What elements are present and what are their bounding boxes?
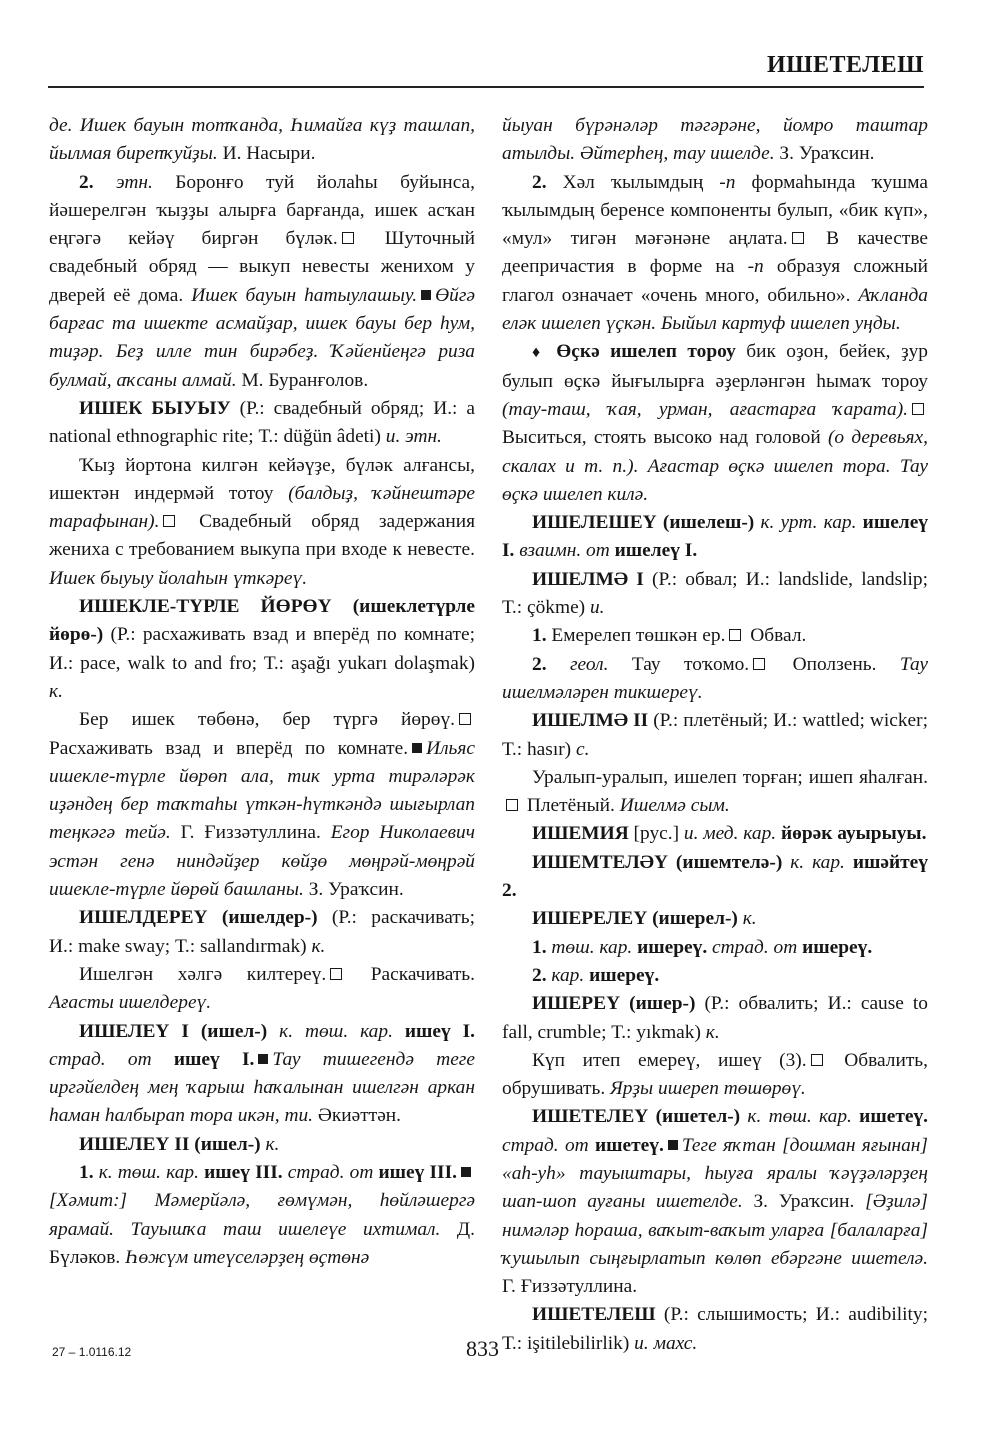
bold-text: ишәйтеү 2. <box>502 851 928 902</box>
italic-text: к. <box>306 935 326 957</box>
entry-paragraph <box>502 962 928 990</box>
italic-text: к. төш. кар. <box>740 1106 852 1128</box>
left-column <box>49 112 475 1272</box>
bold-text: (ишелдер-) <box>207 907 318 929</box>
plain-text: Расхаживать взад и вперёд по комнате. <box>49 737 409 759</box>
plain-text: Г. Ғиззәтуллина. <box>502 1276 638 1298</box>
entry-paragraph <box>49 1159 475 1272</box>
dictionary-entry <box>49 395 475 452</box>
italic-text: к. <box>49 680 63 702</box>
bold-text: йөрәк ауырыуы. <box>776 823 927 845</box>
entry-paragraph <box>502 338 928 509</box>
plain-text: (Р.: раскачивать; И.: make sway; Т.: sallandırmak) <box>49 907 476 957</box>
plain-text: Әкиәттән. <box>313 1105 402 1127</box>
bold-text: (ишел-) <box>188 1020 268 1042</box>
headword: ИШЕЛДЕРЕҮ <box>79 907 208 929</box>
headword: ИШЕЛЕҮ II <box>79 1133 190 1155</box>
italic-text: Егор Николаевич эстән генә ниндәйҙер көйҙө мөңрәй-мөңрәй ишекле-түрле йөрөй башланы. <box>49 822 475 901</box>
bold-text: (ишеклетүрле йөрө-) <box>49 596 475 646</box>
italic-text: Ишелмә сым. <box>614 795 730 817</box>
italic-text: геол. <box>546 653 609 675</box>
italic-text: кар. <box>546 964 585 986</box>
plain-text: (Р.: обвалить; И.: cause to fall, crumble; Т.: yıkmak) <box>502 993 929 1043</box>
italic-text: и. <box>585 597 605 619</box>
italic-text: Ильяс ишекле-түрле йөрөп ала, тик урта тирәләрәк иҙәндең бер таҡтаһы үткән-һүткәндә шығырлап теңкәгә тейә. <box>49 737 475 844</box>
dictionary-entry <box>502 990 928 1047</box>
italic-text: Аҡланда еләк ишелеп үҫкән. Быйыл картуф ишелеп уңды. <box>502 284 929 335</box>
white-square-marker <box>330 968 342 980</box>
black-square-marker <box>668 1140 678 1150</box>
italic-text: (тау-таш, ҡая, урман, ағастарға ҡарата). <box>502 398 908 420</box>
running-head-word: ИШЕТЕЛЕШ <box>767 52 924 78</box>
plain-text: Емерелеп төшкән ер. <box>546 625 726 647</box>
italic-text: Ишек бауын һатыулашыу. <box>183 284 418 306</box>
italic-text: к. төш. кар. <box>267 1020 393 1042</box>
plain-text: (Р.: слышимость; И.: audibility; Т.: işitilebilirlik) <box>502 1304 928 1354</box>
bold-text: (ишетел-) <box>648 1106 741 1128</box>
dictionary-entry <box>502 707 928 764</box>
plain-text: З. Ураҡсин. <box>742 1191 855 1213</box>
bold-text: ишеү III. <box>198 1161 283 1183</box>
bold-text: 1. <box>79 1161 94 1183</box>
plain-text: М. Буранғолов. <box>236 369 369 391</box>
italic-text: Һөжүм итеүселәрҙең өҫтөнә <box>120 1246 370 1268</box>
bold-text: ишеү III. <box>373 1161 457 1183</box>
italic-text: к. <box>260 1133 280 1155</box>
black-square-marker <box>258 1054 268 1064</box>
plain-text: З. Ураҡсин. <box>303 879 404 901</box>
plain-text: Плетёный. <box>522 795 615 817</box>
bold-text: (ишел-) <box>189 1133 261 1155</box>
black-square-marker <box>461 1167 471 1177</box>
italic-text: төш. кар. <box>546 936 633 958</box>
entry-paragraph <box>49 452 475 593</box>
bold-text: 1. <box>532 936 547 958</box>
italic-text: этн. <box>93 171 153 193</box>
bold-text: ишеү I. <box>392 1020 475 1042</box>
white-square-marker <box>753 658 765 670</box>
italic-text: Тау тишегендә теге иргәйелдең мең ҡарыш һаҡалынан ишелгән аркан һаман һалбырап тора икән, ти. <box>49 1048 475 1127</box>
dictionary-entry <box>49 904 475 961</box>
entry-paragraph <box>49 112 475 169</box>
italic-text: (балдыҙ, ҡәйнештәре тарафынан). <box>49 482 475 533</box>
headword: ИШЕМИЯ <box>532 823 629 845</box>
italic-text: Ярҙы ишереп төшөрөү. <box>605 1078 806 1100</box>
italic-text: Өйгә барғас та ишекте асмайҙар, ишек бауы бер һум, тиҙәр. Беҙ илле тин бирәбеҙ. Ҡәйенйеңгә риза булмай, аҡсаны алмай. <box>49 284 475 391</box>
entry-paragraph <box>502 934 928 962</box>
italic-text: Ағасты ишелдереү. <box>49 992 212 1014</box>
black-square-marker <box>412 743 422 753</box>
dictionary-entry <box>49 593 475 706</box>
bold-text: Өҫкә ишелеп тороу <box>545 341 736 363</box>
entry-paragraph <box>502 112 928 169</box>
dictionary-entry <box>502 509 928 566</box>
italic-text: к. кар. <box>782 851 845 873</box>
entry-paragraph <box>49 961 475 1018</box>
bold-text: 1. <box>532 625 547 647</box>
plain-text: В качестве деепричастия в форме на <box>502 228 928 278</box>
page-number: 833 <box>466 1336 499 1361</box>
headword: ИШЕК БЫУЫУ <box>79 397 231 419</box>
headword: ИШЕЛМӘ I <box>532 568 644 590</box>
bold-text: ишереү. <box>584 964 660 986</box>
plain-text: Обвал. <box>745 625 807 647</box>
italic-text: к. төш. кар. <box>93 1161 199 1183</box>
entry-paragraph <box>502 169 928 339</box>
running-header <box>48 42 924 88</box>
white-square-marker <box>811 1054 823 1066</box>
italic-text: к. <box>700 1021 720 1043</box>
italic-text: страд. от <box>707 936 798 958</box>
italic-text: де. Ишек бауын тотҡанда, Һимайға күҙ ташлап, йылмая бирепҡуйҙы. <box>49 115 475 165</box>
dictionary-entry <box>502 566 928 623</box>
entry-paragraph <box>502 1047 928 1104</box>
entry-paragraph <box>49 706 475 904</box>
italic-text: йыуан бүрәнәләр тәгәрәне, йомро таштар атылды. Әйтерһең, тау ишелде. <box>502 115 928 165</box>
italic-text: -п <box>734 256 764 278</box>
italic-text: Теге яҡтан [дошман яғынан] «аһ-уһ» тауыштары, һыуға яралы ҡәүҙәләрҙең шап-шоп ауғаны ишетелде. <box>502 1134 928 1213</box>
bold-text: 2. <box>532 171 547 193</box>
italic-text: и. мед. кар. <box>679 823 777 845</box>
bold-text: ишетеү. <box>588 1134 664 1156</box>
white-square-marker <box>912 403 924 415</box>
bold-text: ишеү I. <box>151 1048 255 1070</box>
italic-text: (о деревьях, скалах и т. п.). Ағастар өҫкә ишелеп тора. Тау өҫкә ишелеп килә. <box>502 427 928 505</box>
bold-text: ишереү. <box>632 936 708 958</box>
italic-text: [Хәмит:] Мәмерйәлә, ғөмүмән, һөйләшергә ярамай. Тауышҡа таш ишелеүе ихтимал. <box>49 1190 475 1240</box>
black-square-marker <box>421 290 431 300</box>
entry-paragraph <box>502 622 928 650</box>
white-square-marker <box>729 629 741 641</box>
plain-text: (Р.: свадебный обряд; И.: a national ethnographic rite; Т.: düğün âdeti) <box>49 397 475 448</box>
plain-text: (Р.: расхаживать взад и вперёд по комнате; И.: pace, walk to and fro; Т.: aşağı yukarı dolaşmak) <box>49 624 475 674</box>
bold-text: (ишелеш-) <box>656 512 755 534</box>
plain-text: образуя сложный глагол означает «очень много, обильно». <box>502 256 928 306</box>
bold-text: ишелеү I. <box>609 540 698 562</box>
italic-text: страд. от <box>49 1048 152 1070</box>
plain-text: Г. Ғиззәтуллина. <box>170 822 321 844</box>
plain-text: Д. Бүләков. <box>49 1218 475 1268</box>
entry-paragraph <box>49 169 475 395</box>
entry-paragraph <box>502 764 928 821</box>
white-square-marker <box>506 799 518 811</box>
dictionary-entry <box>49 1018 475 1131</box>
headword: ИШЕКЛЕ-ТҮРЛЕ ЙӨРӨҮ <box>79 596 332 618</box>
headword: ИШЕТЕЛЕШ <box>532 1304 656 1326</box>
italic-text: с. <box>571 738 590 760</box>
plain-text: Выситься, стоять высоко над головой <box>502 427 821 449</box>
italic-text: [Әҙилә] нимәләр һораша, ваҡыт-ваҡыт уларға [балаларға] ҡушылып сыңғырлатып көлөп ебәргәне ишетелә. <box>502 1191 928 1269</box>
headword: ИШЕРЕЛЕҮ <box>532 908 648 930</box>
dictionary-entry <box>502 1103 928 1301</box>
plain-text: Боронғо туй йолаһы буйынса, йәшерелгән ҡыҙҙы алырға барғанда, ишек асҡан еңгәгә кейәү биргән бүләк. <box>49 171 475 250</box>
plain-text: Обвалить, обрушивать. <box>502 1049 928 1100</box>
italic-text: Ишек быуыу йолаһын үткәреү. <box>49 567 308 589</box>
entry-paragraph <box>502 651 928 708</box>
diamond-marker: ♦ <box>532 344 546 362</box>
dictionary-entry <box>502 849 928 906</box>
plain-text: Свадебный обряд задержания жениха с требованием выкупа при входе к невесте. <box>49 511 475 561</box>
italic-text: -п <box>703 171 736 193</box>
white-square-marker <box>163 515 175 527</box>
right-column <box>502 112 928 1358</box>
plain-text: И. Насыри. <box>217 143 316 165</box>
plain-text: Шуточный свадебный обряд — выкуп невесты женихом у дверей её дома. <box>49 228 475 306</box>
headword: ИШЕМТЕЛӘҮ <box>532 851 668 873</box>
dictionary-entry <box>49 1131 475 1159</box>
plain-text: (Р.: обвал; И.: landslide, landslip; Т.: çökme) <box>502 568 928 619</box>
bold-text: ишереү. <box>797 936 873 958</box>
bold-text: (ишемтелә-) <box>668 851 783 873</box>
headword: ИШЕЛМӘ II <box>532 710 649 732</box>
bold-text: ишетеү. <box>851 1106 928 1128</box>
headword: ИШЕЛЕҮ I <box>79 1020 189 1042</box>
plain-text: Уралып-уралып, ишелеп торған; ишеп яһалған. <box>532 766 928 788</box>
italic-text: Тау ишелмәләрен тикшереү. <box>502 653 929 703</box>
plain-text: формаһында ҡушма ҡылымдың беренсе компоненты булып, «бик күп», «мул» тигән мәғәнәне аңлата. <box>502 171 928 250</box>
bold-text: 2. <box>79 171 94 193</box>
bold-text: (ишер-) <box>620 993 696 1015</box>
plain-text: Бер ишек төбөнә, бер түргә йөрөү. <box>79 709 455 731</box>
headword: ИШЕТЕЛЕҮ <box>532 1106 649 1128</box>
bold-text: (ишерел-) <box>647 908 738 930</box>
white-square-marker <box>342 232 354 244</box>
plain-text: Хәл ҡылымдың <box>546 171 704 193</box>
bold-text: ишелеү I. <box>502 512 928 562</box>
headword: ИШЕРЕҮ <box>532 993 621 1015</box>
bold-text: 2. <box>532 653 547 675</box>
dictionary-entry <box>502 820 928 848</box>
plain-text: З. Ураҡсин. <box>774 143 875 165</box>
white-square-marker <box>459 713 471 725</box>
white-square-marker <box>792 232 804 244</box>
plain-text: Ҡыҙ йортона килгән кейәүҙе, бүләк алғансы, ишектән индермәй тотоу <box>49 454 475 504</box>
headword: ИШЕЛЕШЕҮ <box>532 512 657 534</box>
plain-text: Тау тоҡомо. <box>608 653 750 675</box>
plain-text: (Р.: плетёный; И.: wattled; wicker; Т.: hasır) <box>502 710 928 760</box>
italic-text: страд. от <box>502 1134 589 1156</box>
printer-signature: 27 – 1.0116.12 <box>52 1345 132 1359</box>
italic-text: к. урт. кар. <box>754 512 857 534</box>
dictionary-entry <box>502 905 928 933</box>
bold-text: 2. <box>532 964 547 986</box>
plain-text: Күп итеп емереү, ишеү (3). <box>532 1049 807 1071</box>
italic-text: к. <box>737 908 757 930</box>
italic-text: взаимн. от <box>514 540 610 562</box>
plain-text: Ишелгән хәлгә килтереү. <box>79 963 327 985</box>
plain-text: [рус.] <box>628 823 680 845</box>
plain-text: Оползень. <box>769 653 877 675</box>
dictionary-entry <box>502 1301 928 1358</box>
italic-text: и. этн. <box>380 426 442 448</box>
plain-text: бик оҙон, бейек, ҙур булып өҫкә йығылырға әҙерләнгән һымаҡ тороу <box>502 341 928 392</box>
italic-text: страд. от <box>282 1161 374 1183</box>
italic-text: и. махс. <box>629 1332 698 1354</box>
plain-text: Раскачивать. <box>346 963 475 985</box>
